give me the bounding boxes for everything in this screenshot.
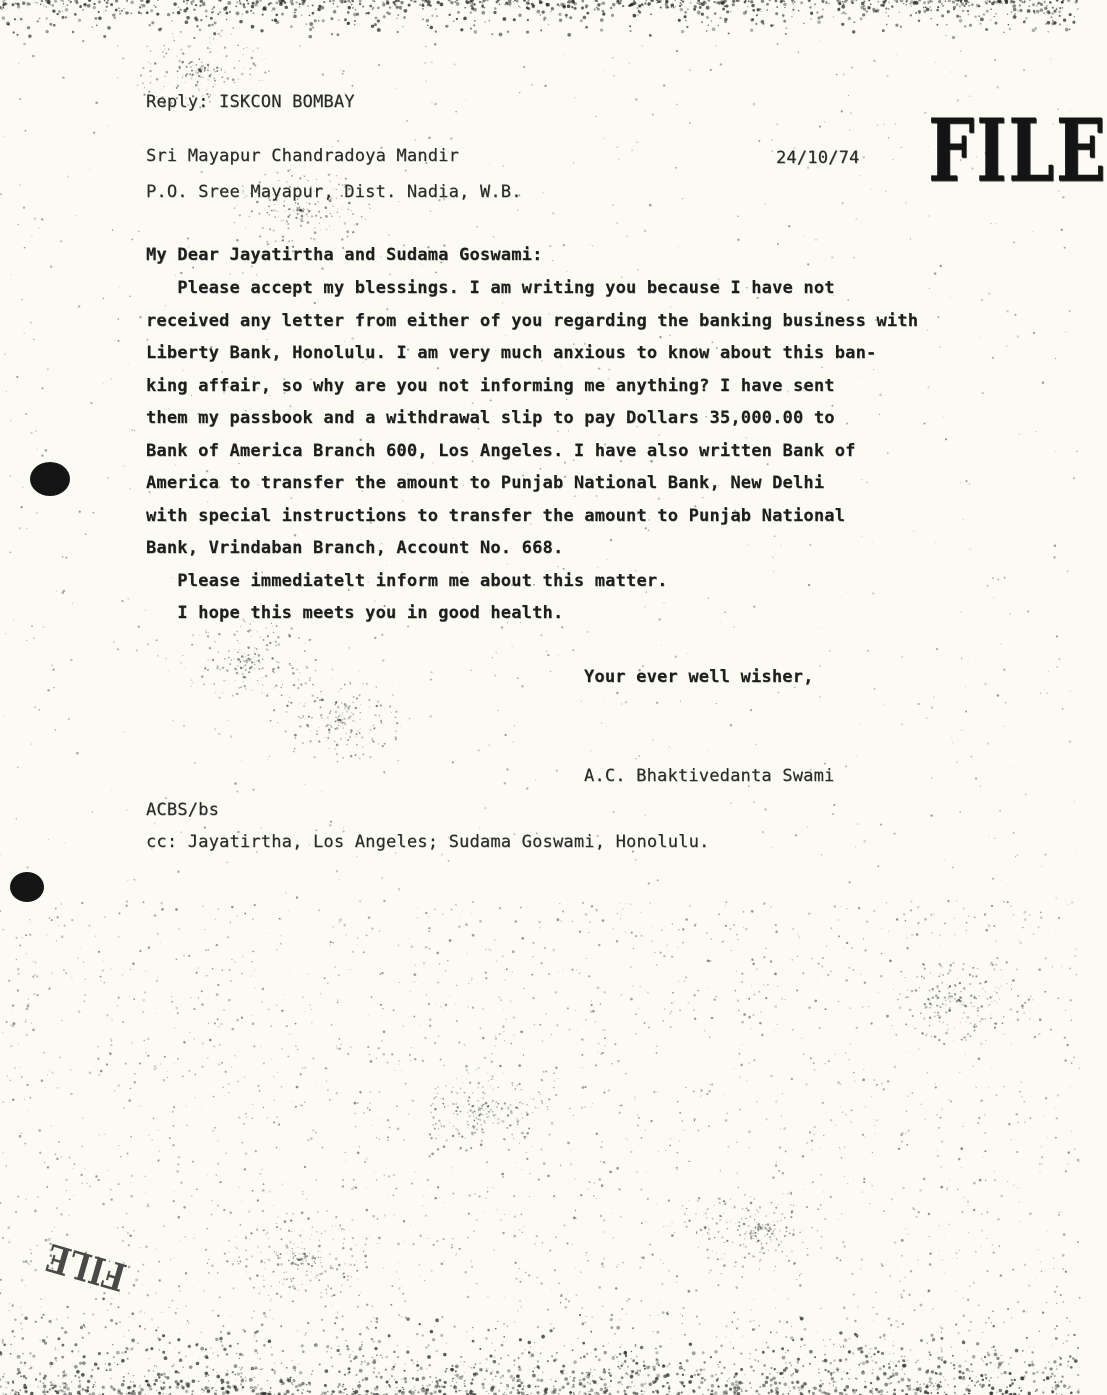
body-line: them my passbook and a withdrawal slip to pay Dollars 35,000.00 to [146,408,835,428]
reply-line: Reply: ISKCON BOMBAY [146,92,355,112]
ink-blot-upper [30,462,70,496]
cc-line: cc: Jayatirtha, Los Angeles; Sudama Goswami, Honolulu. [146,832,709,852]
ink-blot-lower [10,872,44,902]
initials: ACBS/bs [146,800,219,820]
body-line: with special instructions to transfer the amount to Punjab National [146,506,845,526]
body-line: Bank, Vrindaban Branch, Account No. 668. [146,538,563,558]
file-stamp: FILE [928,108,1107,194]
letter-date: 24/10/74 [776,148,859,168]
body-line: Please immediatelt inform me about this matter. [146,571,668,591]
salutation: My Dear Jayatirtha and Sudama Goswami: [146,245,543,265]
body-line: received any letter from either of you regarding the banking business with [146,311,918,331]
body-line: I hope this meets you in good health. [146,603,563,623]
signature: A.C. Bhaktivedanta Swami [584,766,834,786]
address-line-2: P.O. Sree Mayapur, Dist. Nadia, W.B. [146,182,522,202]
address-line-1: Sri Mayapur Chandradoya Mandir [146,146,459,166]
body-line: Liberty Bank, Honolulu. I am very much anxious to know about this ban- [146,343,876,363]
closing: Your ever well wisher, [584,667,814,687]
body-line: Please accept my blessings. I am writing you because I have not [146,278,835,298]
body-line: king affair, so why are you not informing me anything? I have sent [146,376,835,396]
file-stamp-rotated: FILE [42,1238,130,1297]
body-line: Bank of America Branch 600, Los Angeles. I have also written Bank of [146,441,856,461]
body-line: America to transfer the amount to Punjab National Bank, New Delhi [146,473,824,493]
